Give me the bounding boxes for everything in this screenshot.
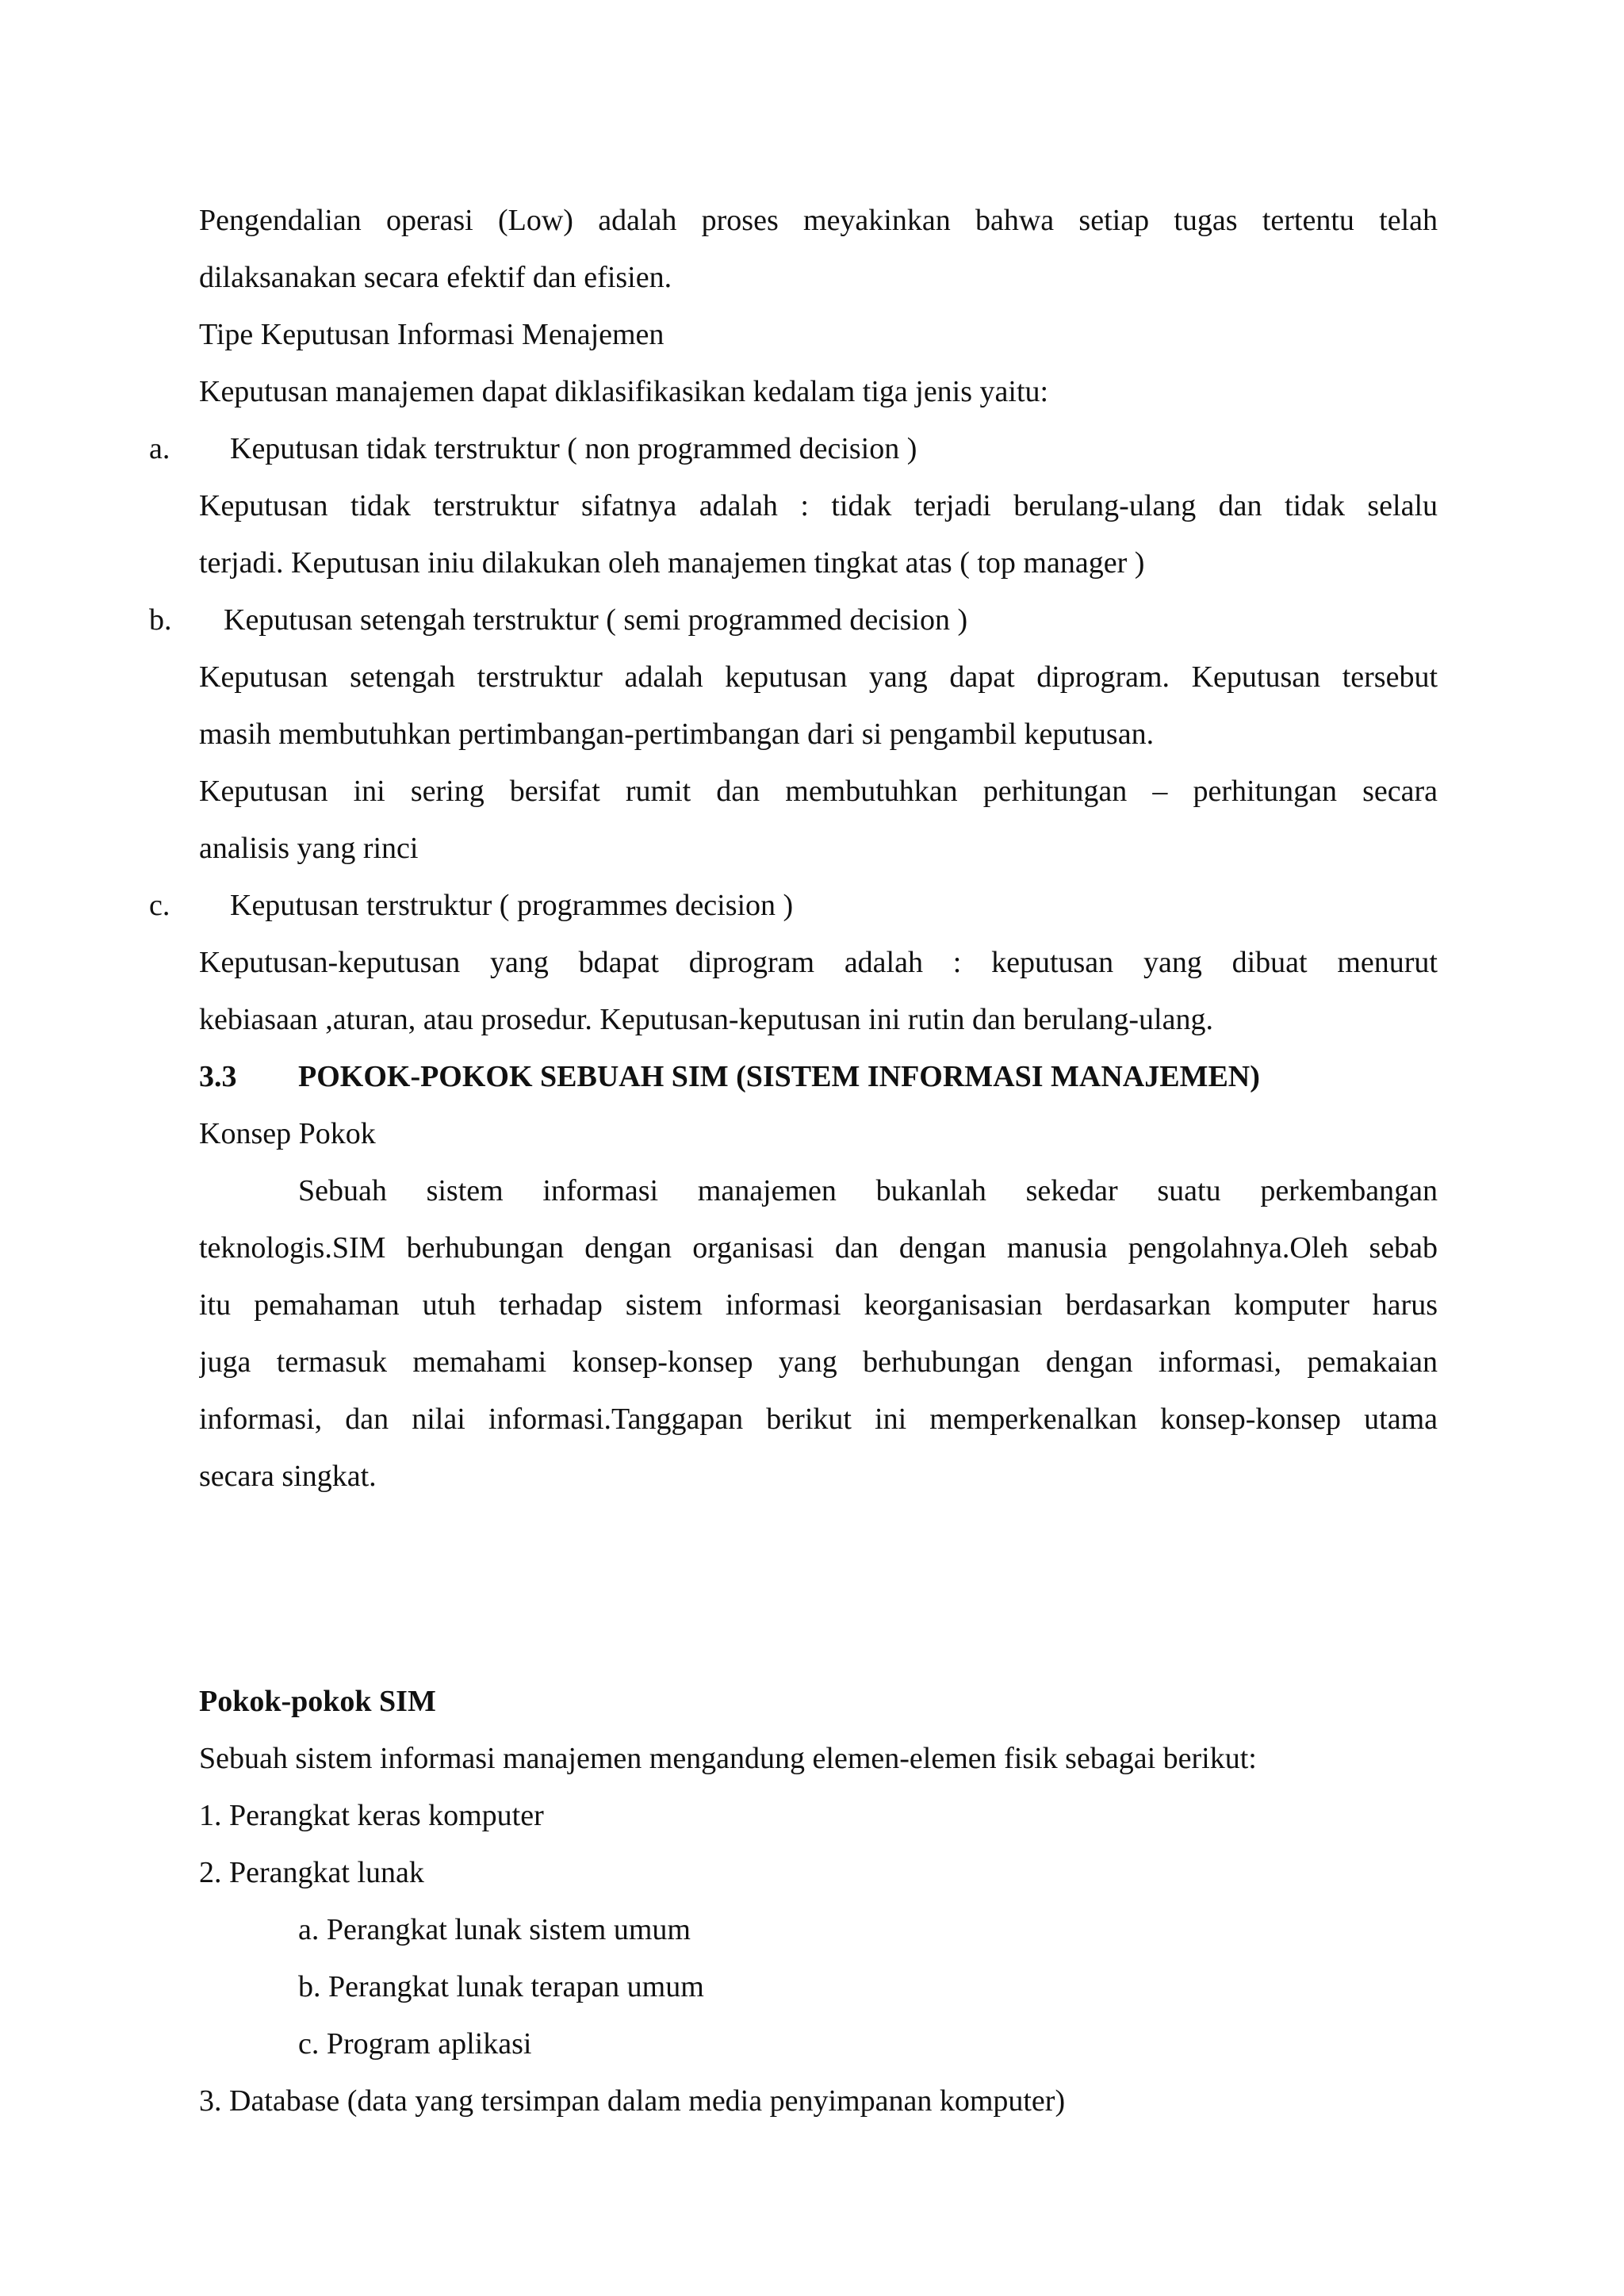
paragraph-line: Keputusan setengah terstruktur adalah keputusan yang dapat diprogram. Keputusan tersebut — [199, 660, 1438, 694]
paragraph-line: informasi, dan nilai informasi.Tanggapan berikut ini memperkenalkan konsep-konsep utama — [199, 1402, 1438, 1436]
list-item-title-c: Keputusan terstruktur ( programmes decision ) — [230, 889, 794, 922]
list-item-title-b: Keputusan setengah terstruktur ( semi programmed decision ) — [224, 603, 968, 637]
paragraph-line: Keputusan-keputusan yang bdapat diprogram adalah : keputusan yang dibuat menurut — [199, 946, 1438, 979]
paragraph-line: Pengendalian operasi (Low) adalah proses meyakinkan bahwa setiap tugas tertentu telah — [199, 204, 1438, 237]
paragraph-line: juga termasuk memahami konsep-konsep yang berhubungan dengan informasi, pemakaian — [199, 1345, 1438, 1379]
list-item-title-a: Keputusan tidak terstruktur ( non programmed decision ) — [230, 432, 917, 465]
list-item: 2. Perangkat lunak — [199, 1856, 424, 1889]
subsection-title: Pokok-pokok SIM — [199, 1685, 436, 1718]
section-heading: POKOK-POKOK SEBUAH SIM (SISTEM INFORMASI MANAJEMEN) — [298, 1060, 1260, 1093]
paragraph-line: Keputusan manajemen dapat diklasifikasikan kedalam tiga jenis yaitu: — [199, 375, 1049, 408]
paragraph-line: dilaksanakan secara efektif dan efisien. — [199, 261, 672, 294]
list-item: 3. Database (data yang tersimpan dalam media penyimpanan komputer) — [199, 2084, 1066, 2118]
paragraph-line: Sebuah sistem informasi manajemen bukanlah sekedar suatu perkembangan — [298, 1174, 1438, 1207]
paragraph-line: kebiasaan ,aturan, atau prosedur. Keputusan-keputusan ini rutin dan berulang-ulang. — [199, 1003, 1213, 1036]
list-marker-b: b. — [149, 603, 172, 637]
list-item: 1. Perangkat keras komputer — [199, 1799, 544, 1832]
paragraph-line: teknologis.SIM berhubungan dengan organisasi dan dengan manusia pengolahnya.Oleh sebab — [199, 1231, 1438, 1265]
paragraph-line: Sebuah sistem informasi manajemen mengandung elemen-elemen fisik sebagai berikut: — [199, 1742, 1257, 1775]
list-marker-c: c. — [149, 889, 170, 922]
paragraph-line: secara singkat. — [199, 1460, 377, 1493]
sub-list-item: b. Perangkat lunak terapan umum — [298, 1970, 704, 2003]
section-subtitle: Tipe Keputusan Informasi Menajemen — [199, 318, 665, 351]
list-marker-a: a. — [149, 432, 170, 465]
paragraph-line: itu pemahaman utuh terhadap sistem informasi keorganisasian berdasarkan komputer harus — [199, 1288, 1438, 1322]
paragraph-line: masih membutuhkan pertimbangan-pertimbangan dari si pengambil keputusan. — [199, 718, 1155, 751]
paragraph-line: Keputusan tidak terstruktur sifatnya adalah : tidak terjadi berulang-ulang dan tidak selalu — [199, 489, 1438, 522]
section-number: 3.3 — [199, 1060, 237, 1093]
paragraph-line: Keputusan ini sering bersifat rumit dan membutuhkan perhitungan – perhitungan secara — [199, 775, 1438, 808]
paragraph-line: analisis yang rinci — [199, 832, 419, 865]
subsection-title: Konsep Pokok — [199, 1117, 376, 1150]
sub-list-item: a. Perangkat lunak sistem umum — [298, 1913, 691, 1946]
sub-list-item: c. Program aplikasi — [298, 2027, 532, 2061]
paragraph-line: terjadi. Keputusan iniu dilakukan oleh manajemen tingkat atas ( top manager ) — [199, 546, 1145, 580]
